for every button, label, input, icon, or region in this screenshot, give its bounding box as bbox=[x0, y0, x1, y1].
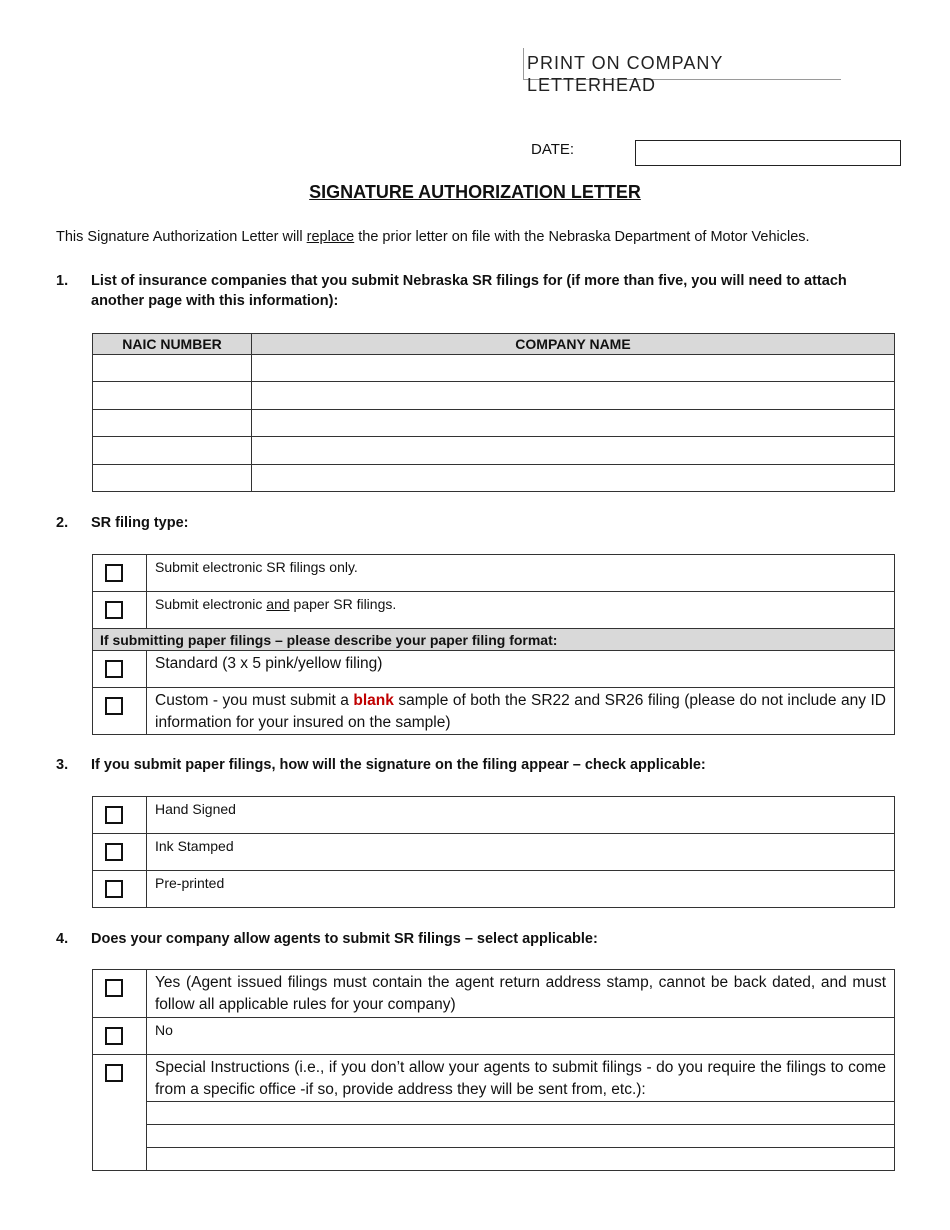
q4-text: Does your company allow agents to submit SR filings – select applicable: bbox=[91, 931, 598, 947]
option-standard: Standard (3 x 5 pink/yellow filing) bbox=[147, 651, 895, 688]
option-electronic-only: Submit electronic SR filings only. bbox=[147, 555, 895, 592]
naic-number-cell[interactable] bbox=[93, 382, 252, 410]
option-text: sample of both the SR22 and SR26 filing (please do not include any ID information for your insured on the sample) bbox=[155, 692, 886, 731]
electronic-only-checkbox[interactable] bbox=[105, 564, 123, 582]
table-row bbox=[93, 355, 895, 382]
q3-number: 3. bbox=[56, 757, 69, 773]
option-no: No bbox=[147, 1018, 895, 1055]
ink-stamped-checkbox[interactable] bbox=[105, 843, 123, 861]
date-label: DATE: bbox=[531, 141, 575, 158]
option-underlined: and bbox=[266, 596, 290, 612]
checkbox-cell bbox=[93, 871, 147, 908]
company-name-cell[interactable] bbox=[252, 437, 895, 465]
letterhead-placeholder: PRINT ON COMPANY LETTERHEAD bbox=[523, 48, 841, 80]
q3-text: If you submit paper filings, how will the signature on the filing appear – check applicable: bbox=[91, 757, 706, 773]
sr-filing-type-table bbox=[92, 554, 895, 735]
option-yes: Yes (Agent issued filings must contain the agent return address stamp, cannot be back dated, and must follow all applicable rules for your company) bbox=[147, 970, 895, 1018]
highlight-blank: blank bbox=[353, 692, 394, 709]
company-name-cell[interactable] bbox=[252, 465, 895, 492]
checkbox-cell bbox=[93, 651, 147, 688]
intro-text bbox=[56, 229, 810, 245]
company-name-cell[interactable] bbox=[252, 382, 895, 410]
checkbox-cell bbox=[93, 834, 147, 871]
option-text: Custom - you must submit a bbox=[155, 692, 354, 709]
naic-number-cell[interactable] bbox=[93, 355, 252, 382]
hand-signed-checkbox[interactable] bbox=[105, 806, 123, 824]
insurance-companies-table bbox=[92, 333, 895, 492]
table-row bbox=[93, 382, 895, 410]
checkbox-cell bbox=[93, 1055, 147, 1171]
agent-filings-table bbox=[92, 969, 895, 1171]
yes-checkbox[interactable] bbox=[105, 979, 123, 997]
table-row bbox=[93, 465, 895, 492]
checkbox-cell bbox=[93, 688, 147, 735]
company-name-cell[interactable] bbox=[252, 410, 895, 437]
checkbox-cell bbox=[93, 555, 147, 592]
checkbox-cell bbox=[93, 1018, 147, 1055]
special-instructions-line[interactable] bbox=[147, 1125, 895, 1148]
custom-filing-checkbox[interactable] bbox=[105, 697, 123, 715]
q1-text: List of insurance companies that you submit Nebraska SR filings for (if more than five, you will need to attach another page with this information): bbox=[91, 273, 847, 309]
company-name-cell[interactable] bbox=[252, 355, 895, 382]
option-text: Submit electronic bbox=[155, 596, 267, 612]
q2-number: 2. bbox=[56, 515, 69, 531]
paper-filing-header: If submitting paper filings – please describe your paper filing format: bbox=[93, 629, 895, 651]
column-header-naic: NAIC NUMBER bbox=[93, 334, 252, 355]
checkbox-cell bbox=[93, 970, 147, 1018]
option-pre-printed: Pre-printed bbox=[147, 871, 895, 908]
no-checkbox[interactable] bbox=[105, 1027, 123, 1045]
standard-filing-checkbox[interactable] bbox=[105, 660, 123, 678]
column-header-company: COMPANY NAME bbox=[252, 334, 895, 355]
electronic-and-paper-checkbox[interactable] bbox=[105, 601, 123, 619]
naic-number-cell[interactable] bbox=[93, 437, 252, 465]
naic-number-cell[interactable] bbox=[93, 465, 252, 492]
signature-appearance-table bbox=[92, 796, 895, 908]
option-text: paper SR filings. bbox=[289, 596, 397, 612]
checkbox-cell bbox=[93, 592, 147, 629]
option-ink-stamped: Ink Stamped bbox=[147, 834, 895, 871]
option-special-instructions: Special Instructions (i.e., if you don’t allow your agents to submit filings - do you require the filings to come from a specific office -if so, provide address they will be sent from, etc.): bbox=[147, 1055, 895, 1102]
intro-before: This Signature Authorization Letter will bbox=[56, 229, 307, 245]
table-row bbox=[93, 410, 895, 437]
option-hand-signed: Hand Signed bbox=[147, 797, 895, 834]
intro-after: the prior letter on file with the Nebraska Department of Motor Vehicles. bbox=[354, 229, 810, 245]
option-electronic-and-paper bbox=[147, 592, 895, 629]
date-field[interactable] bbox=[635, 140, 901, 166]
naic-number-cell[interactable] bbox=[93, 410, 252, 437]
q2-text: SR filing type: bbox=[91, 515, 189, 531]
checkbox-cell bbox=[93, 797, 147, 834]
pre-printed-checkbox[interactable] bbox=[105, 880, 123, 898]
intro-underlined: replace bbox=[306, 229, 355, 245]
special-instructions-line[interactable] bbox=[147, 1148, 895, 1171]
table-row bbox=[93, 437, 895, 465]
page-title: SIGNATURE AUTHORIZATION LETTER bbox=[309, 182, 641, 202]
option-custom bbox=[147, 688, 895, 735]
q1-number: 1. bbox=[56, 273, 69, 289]
special-instructions-line[interactable] bbox=[147, 1102, 895, 1125]
special-instructions-checkbox[interactable] bbox=[105, 1064, 123, 1082]
q4-number: 4. bbox=[56, 931, 69, 947]
